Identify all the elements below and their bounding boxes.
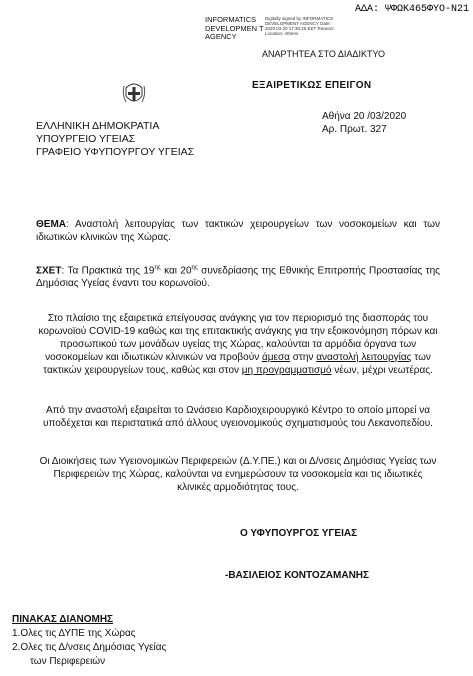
distribution-item-2: 2.Ολες τις Δ/νσεις Δημόσιας Υγείας: [12, 642, 167, 653]
underlined-text: αναστολή λειτουργίας: [316, 352, 412, 363]
org-line-3: ΓΡΑΦΕΙΟ ΥΦΥΠΟΥΡΓΟΥ ΥΓΕΙΑΣ: [36, 146, 195, 158]
underlined-text: άμεσα: [262, 352, 290, 363]
protocol-number: Αρ. Πρωτ. 327: [322, 124, 387, 135]
reference-text: και 20: [160, 265, 192, 277]
superscript: ης: [191, 265, 198, 271]
reference: [36, 262, 440, 290]
subject-label: ΘΕΜΑ: [36, 219, 66, 230]
reference-label: ΣΧΕΤ: [36, 265, 62, 277]
distribution-title: ΠΙΝΑΚΑΣ ΔΙΑΝΟΜΗΣ: [12, 614, 114, 625]
distribution-item-1: 1.Ολες τις ΔΥΠΕ της Χώρας: [12, 628, 136, 639]
signatory-name: -ΒΑΣΙΛΕΙΟΣ ΚΟΝΤΟΖΑΜΑΝΗΣ: [225, 570, 370, 581]
body-text: νέων, μέχρι νεωτέρας.: [331, 365, 433, 376]
body-text: στην: [289, 352, 317, 363]
body-paragraph-2: Από την αναστολή εξαιρείται το Ωνάσειο Καρδιοχειρουργικό Κέντρο το οποίο μπορεί να υποδέχεται και περιστατικά από άλλους υγειονομικούς σχηματισμούς του Λεκανοπεδίου.: [43, 405, 433, 429]
date-block: [322, 110, 406, 136]
distribution-item-2-continued: των Περιφερειών: [30, 656, 106, 667]
body-paragraph-1: [36, 312, 440, 377]
coat-of-arms-icon: [122, 78, 146, 108]
signatory-title: Ο ΥΦΥΠΟΥΡΓΟΣ ΥΓΕΙΑΣ: [240, 528, 358, 539]
ada-code: ΑΔΑ: ΨΦΩΚ465ΦΥΟ-Ν21: [354, 4, 469, 15]
superscript: ης: [154, 265, 161, 271]
posted-online-note: ΑΝΑΡΤΗΤΕΑ ΣΤΟ ΔΙΑΔΙΚΤΥΟ: [262, 49, 385, 59]
urgency-label: ΕΞΑΙΡΕΤΙΚΩΣ ΕΠΕΙΓΟΝ: [252, 80, 372, 91]
org-line-2: ΥΠΟΥΡΓΕΙΟ ΥΓΕΙΑΣ: [36, 133, 136, 145]
subject: [36, 218, 440, 244]
digital-signature-org: INFORMATICS DEVELOPMEN T AGENCY: [205, 15, 264, 41]
body-text: των τακτικών χειρουργείων τους, καθώς και στον: [43, 352, 431, 376]
document-date: Αθήνα 20 /03/2020: [322, 111, 407, 122]
body-paragraph-3: Οι Διοικήσεις των Υγειονομικών Περιφερειών (Δ.Υ.ΠΕ.) και οι Δ/νσεις Δημόσιας Υγείας των Περιφερειών της Χώρας, καλούνται να ενημερώσουν τα νοσοκομεία και τις ιδιωτικές κλινικές αρμοδιότητας τους.: [39, 456, 437, 493]
body-text: Στο πλαίσιο της εξαιρετικά επείγουσας ανάγκης για τον περιορισμό της διασποράς του κορωνοϊού COVID-19 καθώς και της επιτακτικής ανάγκης για την εξοικονόμηση πόρων και προσωπικού των μονάδων υγείας της Χώρας, καλούνται τα αρμόδια όργανα των νοσοκομείων και ιδιωτικών κλινικών να προβούν: [38, 313, 438, 363]
reference-text: : Τα Πρακτικά της 19: [61, 265, 155, 277]
subject-text: : Αναστολή λειτουργίας των τακτικών χειρουργείων των νοσοκομείων και των ιδιωτικών κλινικών της Χώρας.: [36, 219, 440, 243]
underlined-text: μη προγραμματισμό: [241, 365, 332, 376]
digital-signature-meta: Digitally signed by INFORMATICS DEVELOPMENT AGENCY Date: 2020.03.20 17:30:25 EET Reason: Location: Athens: [265, 16, 335, 36]
issuing-authority: [36, 120, 194, 159]
reference-text: συνεδρίασης της Εθνικής Επιτροπής Προστασίας της Δημόσιας Υγείας έναντι του κορωνοϊού.: [36, 265, 440, 290]
org-line-1: ΕΛΛΗΝΙΚΗ ΔΗΜΟΚΡΑΤΙΑ: [36, 120, 160, 132]
